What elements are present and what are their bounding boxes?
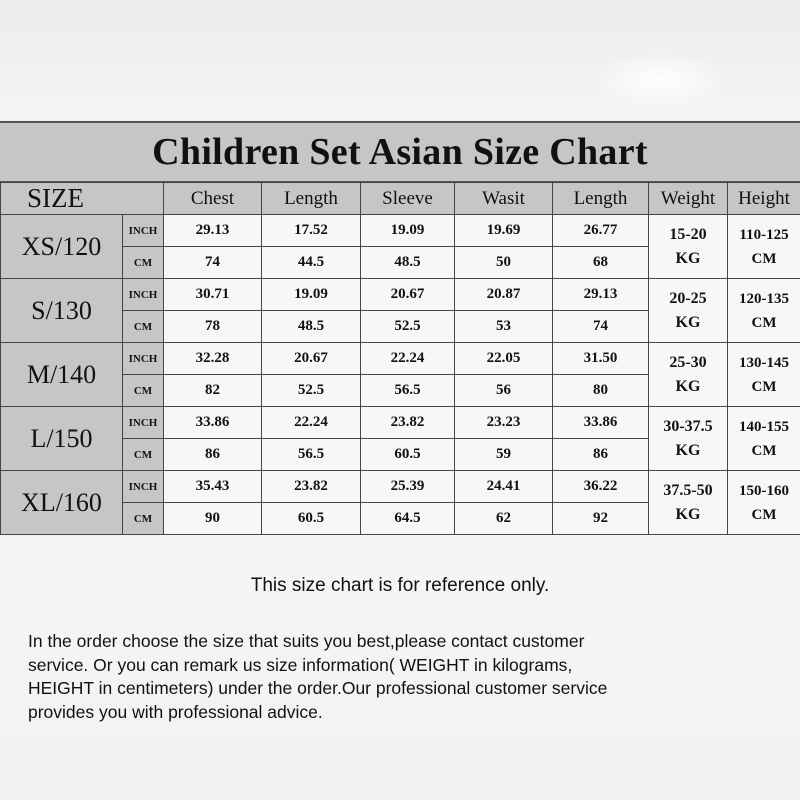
measure-cm-cell: 56.5 [262, 439, 361, 471]
chart-title: Children Set Asian Size Chart [152, 131, 648, 173]
measure-inch-cell: 19.09 [262, 279, 361, 311]
measure-inch-cell: 33.86 [553, 407, 649, 439]
size-row-inch [1, 343, 800, 375]
size-row-inch [1, 407, 800, 439]
measure-cm-cell: 50 [455, 247, 553, 279]
height-cell [728, 471, 800, 535]
height-text: 120-135 [739, 290, 789, 307]
measure-cm-cell: 52.5 [361, 311, 455, 343]
measure-cm-cell: 60.5 [361, 439, 455, 471]
measure-inch-cell: 19.69 [455, 215, 553, 247]
measure-inch-cell: 31.50 [553, 343, 649, 375]
size-row-inch [1, 471, 800, 503]
reference-note: This size chart is for reference only. [250, 575, 550, 596]
size-label: L/150 [1, 407, 123, 471]
measure-inch-cell: 23.23 [455, 407, 553, 439]
height-text: 110-125 [739, 226, 789, 243]
measure-cm-cell: 74 [553, 311, 649, 343]
measure-inch-cell: 20.67 [262, 343, 361, 375]
measure-cm-cell: 74 [164, 247, 262, 279]
measure-inch-cell: 29.13 [164, 215, 262, 247]
height-cell [728, 279, 800, 343]
height-text: 140-155 [739, 418, 789, 435]
measure-inch-cell: 22.24 [361, 343, 455, 375]
weight-cell [649, 279, 728, 343]
header-row [1, 183, 800, 215]
height-text: CM [751, 378, 777, 395]
header-weight: Weight [649, 183, 728, 215]
measure-inch-cell: 20.87 [455, 279, 553, 311]
unit-inch: INCH [123, 343, 164, 375]
measure-cm-cell: 56.5 [361, 375, 455, 407]
measure-cm-cell: 56 [455, 375, 553, 407]
measure-inch-cell: 36.22 [553, 471, 649, 503]
size-row-inch [1, 279, 800, 311]
measure-inch-cell: 24.41 [455, 471, 553, 503]
height-cell [728, 343, 800, 407]
height-cell [728, 215, 800, 279]
size-label: XS/120 [1, 215, 123, 279]
instructions-line: provides you with professional advice. [28, 701, 323, 722]
unit-inch: INCH [123, 279, 164, 311]
measure-cm-cell: 59 [455, 439, 553, 471]
measure-inch-cell: 23.82 [361, 407, 455, 439]
header-length-2: Length [553, 183, 649, 215]
unit-cm: CM [123, 311, 164, 343]
height-text: CM [751, 314, 777, 331]
weight-text: 20-25 [669, 289, 707, 307]
measure-inch-cell: 30.71 [164, 279, 262, 311]
height-text: CM [751, 250, 777, 267]
height-text: CM [751, 442, 777, 459]
weight-cell [649, 343, 728, 407]
measure-inch-cell: 29.13 [553, 279, 649, 311]
measure-inch-cell: 20.67 [361, 279, 455, 311]
height-text: 130-145 [739, 354, 789, 371]
instructions-line: service. Or you can remark us size information( WEIGHT in kilograms, [28, 654, 573, 675]
unit-inch: INCH [123, 471, 164, 503]
size-label: M/140 [1, 343, 123, 407]
measure-cm-cell: 48.5 [361, 247, 455, 279]
height-cell [728, 407, 800, 471]
size-row-inch [1, 215, 800, 247]
weight-text: 15-20 [669, 225, 707, 243]
measure-cm-cell: 78 [164, 311, 262, 343]
size-chart-table [0, 182, 800, 535]
measure-cm-cell: 62 [455, 503, 553, 535]
weight-cell [649, 407, 728, 471]
measure-inch-cell: 25.39 [361, 471, 455, 503]
measure-cm-cell: 80 [553, 375, 649, 407]
header-chest: Chest [164, 183, 262, 215]
unit-cm: CM [123, 375, 164, 407]
measure-inch-cell: 35.43 [164, 471, 262, 503]
size-label: S/130 [1, 279, 123, 343]
weight-text: 25-30 [669, 353, 707, 371]
measure-cm-cell: 86 [164, 439, 262, 471]
height-text: CM [751, 506, 777, 523]
measure-cm-cell: 53 [455, 311, 553, 343]
unit-inch: INCH [123, 215, 164, 247]
measure-cm-cell: 44.5 [262, 247, 361, 279]
header-size: SIZE [1, 183, 164, 215]
weight-text: 37.5-50 [663, 481, 713, 499]
background-glow [590, 50, 730, 110]
measure-cm-cell: 82 [164, 375, 262, 407]
measure-cm-cell: 52.5 [262, 375, 361, 407]
measure-cm-cell: 68 [553, 247, 649, 279]
measure-cm-cell: 92 [553, 503, 649, 535]
measure-inch-cell: 26.77 [553, 215, 649, 247]
weight-text: 30-37.5 [663, 417, 713, 435]
weight-text: KG [675, 441, 701, 459]
weight-text: KG [675, 313, 701, 331]
measure-inch-cell: 22.05 [455, 343, 553, 375]
header-length: Length [262, 183, 361, 215]
weight-text: KG [675, 377, 701, 395]
measure-inch-cell: 17.52 [262, 215, 361, 247]
instructions-paragraph [28, 630, 788, 724]
measure-inch-cell: 32.28 [164, 343, 262, 375]
measure-cm-cell: 64.5 [361, 503, 455, 535]
measure-inch-cell: 19.09 [361, 215, 455, 247]
weight-cell [649, 471, 728, 535]
measure-cm-cell: 86 [553, 439, 649, 471]
header-waist: Wasit [455, 183, 553, 215]
unit-cm: CM [123, 439, 164, 471]
measure-inch-cell: 33.86 [164, 407, 262, 439]
header-sleeve: Sleeve [361, 183, 455, 215]
measure-inch-cell: 22.24 [262, 407, 361, 439]
weight-cell [649, 215, 728, 279]
instructions-line: In the order choose the size that suits you best,please contact customer [28, 631, 585, 651]
measure-inch-cell: 23.82 [262, 471, 361, 503]
unit-cm: CM [123, 247, 164, 279]
instructions-line: HEIGHT in centimeters) under the order.Our professional customer service [28, 678, 608, 698]
header-height: Height [728, 183, 800, 215]
measure-cm-cell: 48.5 [262, 311, 361, 343]
unit-cm: CM [123, 503, 164, 535]
title-band [0, 121, 800, 182]
measure-cm-cell: 90 [164, 503, 262, 535]
measure-cm-cell: 60.5 [262, 503, 361, 535]
weight-text: KG [675, 505, 701, 523]
unit-inch: INCH [123, 407, 164, 439]
height-text: 150-160 [739, 482, 789, 499]
weight-text: KG [675, 249, 701, 267]
size-label: XL/160 [1, 471, 123, 535]
